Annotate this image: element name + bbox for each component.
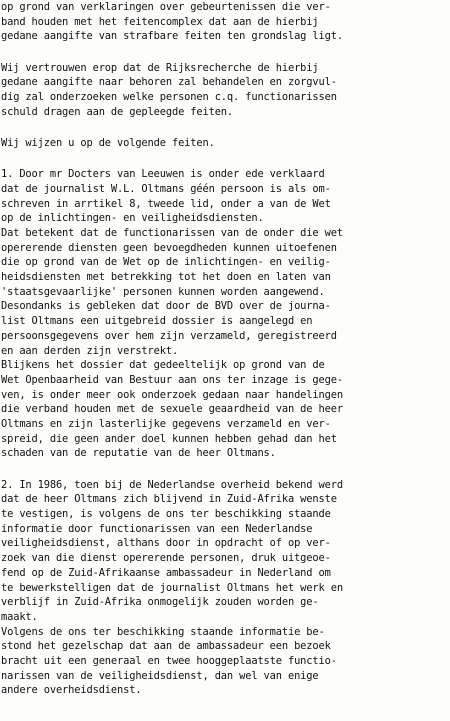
text-line: op de inlichtingen- en veiligheidsdiensten. [1, 212, 264, 225]
text-line: bracht uit een generaal en twee hooggeplaatste functio- [1, 655, 337, 667]
text-line: persoonsgegevens over hem zijn verzameld, geregistreerd [1, 329, 337, 342]
text-line: Blijkens het dossier dat gedeeltelijk op grond van de [1, 359, 325, 372]
text-line: band houden met het feitencomplex dat aan de hierbij [1, 15, 319, 28]
text-line: te bewerkstelligen dat de journalist Oltmans het werk en [1, 581, 343, 594]
text-line: narissen van de veiligheidsdienst, dan wel van enige [1, 669, 319, 682]
text-line: dig zal onderzoeken welke personen c.q. functionarissen [1, 91, 337, 103]
text-line: 'staatsgevaarlijke' personen kunnen worden aangewend. [1, 285, 325, 298]
text-line: 2. In 1986, toen bij de Nederlandse overheid bekend werd [1, 478, 343, 491]
text-line: gedane aangifte naar behoren zal behandelen en zorgvul- [1, 76, 337, 89]
text-line: Oltmans en zijn lasterlijke gegevens verzameld en ver- [1, 418, 331, 430]
text-line: maakt. [1, 610, 38, 623]
text-line: Desondanks is gebleken dat door de BVD over de journa- [1, 300, 331, 313]
text-line: Wij vertrouwen erop dat de Rijksrecherche de hierbij [1, 61, 319, 74]
text-line: op grond van verklaringen over gebeurtenissen die ver- [1, 1, 331, 13]
text-line: heidsdiensten met betrekking tot het doen en laten van [1, 271, 331, 283]
text-line: die op grond van de Wet op de inlichtingen- en veilig- [1, 256, 331, 269]
text-line: stond het gezelschap dat aan de ambassadeur een bezoek [1, 640, 331, 653]
text-line: verblijf in Zuid-Afrika onmogelijk zouden worden ge- [1, 596, 319, 609]
text-line: fend op de Zuid-Afrikaanse ambassadeur in Nederland om [1, 566, 331, 579]
text-line: schuld dragen aan de gepleegde feiten. [1, 105, 234, 118]
text-line: en aan derden zijn verstrekt. [1, 344, 179, 357]
text-line: 1. Door mr Docters van Leeuwen is onder ede verklaard [1, 168, 325, 181]
text-line: dat de journalist W.L. Oltmans géén persoon is als om- [1, 182, 331, 195]
text-line: die verband houden met de sexuele geaardheid van de heer [1, 403, 343, 416]
text-line: veiligheidsdienst, althans door in opdracht of op ver- [1, 537, 331, 550]
text-line: ven, is onder meer ook onderzoek gedaan naar handelingen [1, 388, 343, 401]
text-line: te vestigen, is volgens de ons ter beschikking staande [1, 508, 331, 520]
text-line: informatie door functionarissen van een Nederlandse [1, 522, 313, 535]
text-line: schaden van de reputatie van de heer Oltmans. [1, 447, 276, 460]
text-line: spreid, die geen ander doel kunnen hebben gehad dan het [1, 432, 337, 445]
text-line: zoek van die dienst opererende personen, druk uitgeoe- [1, 552, 331, 565]
text-line: Wet Openbaarheid van Bestuur aan ons ter inzage is gege- [1, 373, 343, 386]
text-line: Volgens de ons ter beschikking staande informatie be- [1, 625, 325, 638]
text-line: list Oltmans een uitgebreid dossier is aangelegd en [1, 315, 313, 328]
text-line: Dat betekent dat de functionarissen van de onder die wet [1, 226, 343, 239]
text-line: Wij wijzen u op de volgende feiten. [1, 136, 215, 149]
text-line: dat de heer Oltmans zich blijvend in Zuid-Afrika wenste [1, 493, 337, 506]
text-line: schreven in arrtikel 8, tweede lid, onder a van de Wet [1, 197, 331, 210]
text-line: gedane aangifte van strafbare feiten ten grondslag ligt. [1, 30, 343, 43]
text-line: opererende diensten geen bevoegdheden kunnen uitoefenen [1, 241, 337, 254]
text-line: andere overheidsdienst. [1, 684, 142, 697]
